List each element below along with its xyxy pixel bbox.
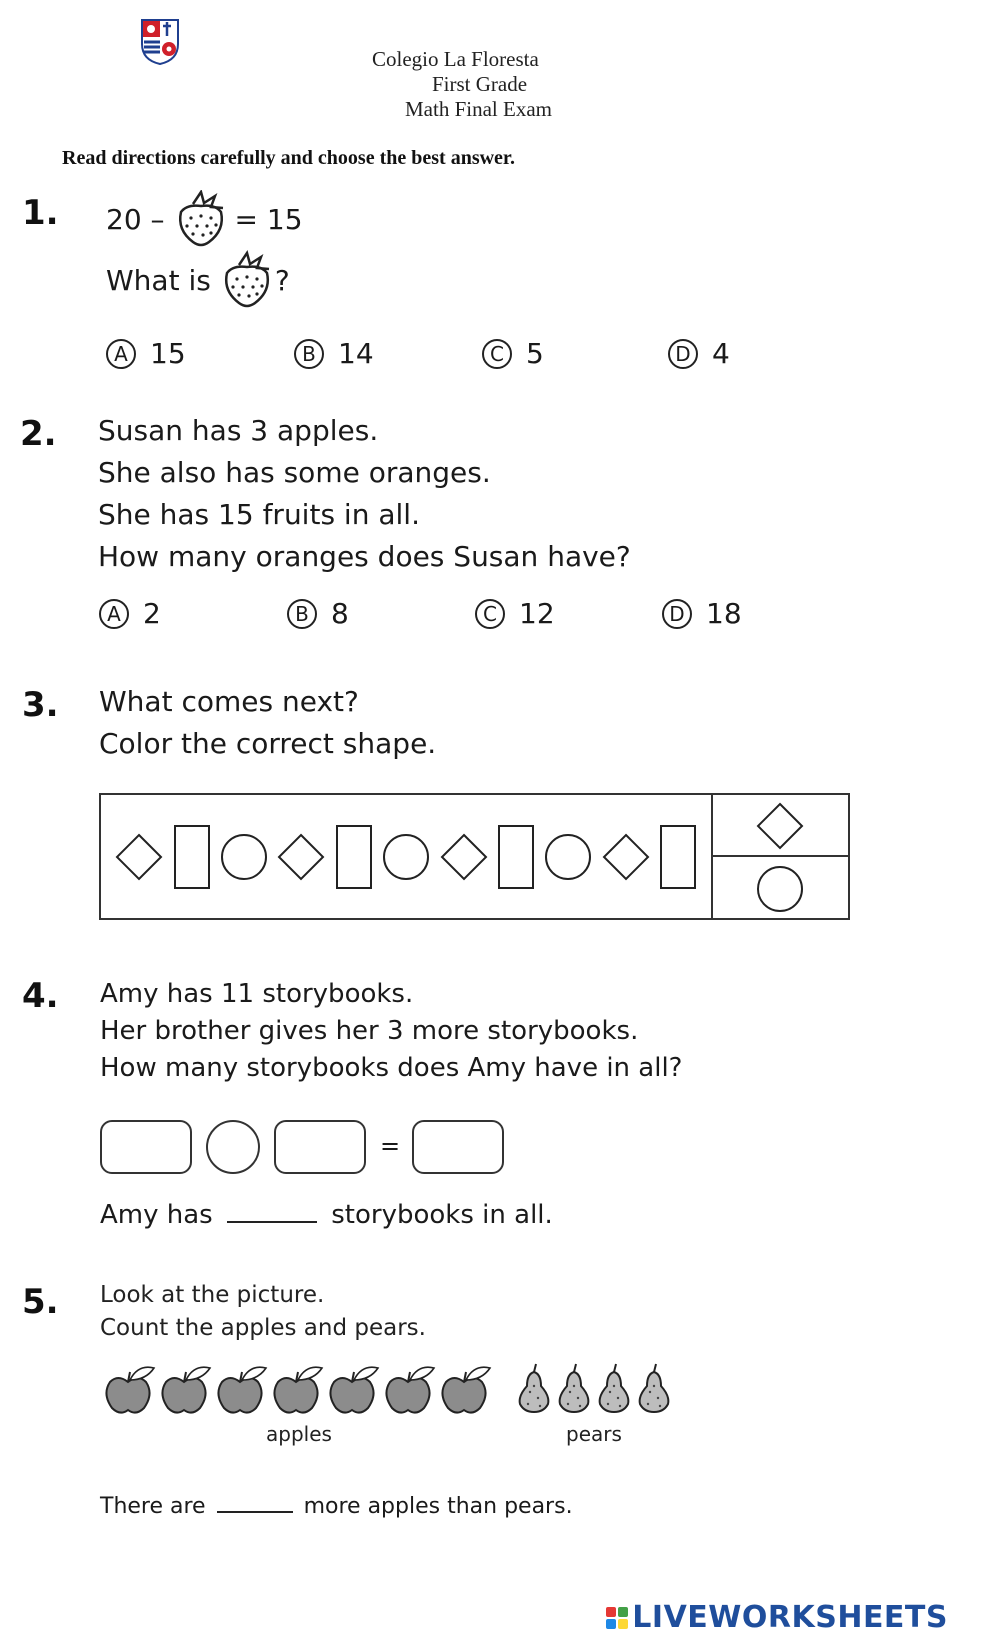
q1-choice-a[interactable] [106,337,186,370]
apple-icon [218,1367,266,1412]
liveworksheets-watermark [606,1600,948,1635]
choice-text: 18 [706,597,742,630]
q1-question-suffix: ? [274,264,290,297]
q5-line: Count the apples and pears. [100,1315,426,1341]
question-4-number: 4. [22,976,59,1016]
answer-bubble[interactable]: D [662,599,692,629]
directions-text: Read directions carefully and choose the best answer. [62,147,515,169]
q5-answer-line [100,1494,573,1519]
q4-answer-suffix: storybooks in all. [331,1200,553,1230]
apple-icon [162,1367,210,1412]
q4-line: Amy has 11 storybooks. [100,979,414,1009]
pear-icon [560,1364,589,1412]
q2-line: How many oranges does Susan have? [98,540,631,573]
apple-icon [274,1367,322,1412]
q2-line: She has 15 fruits in all. [98,498,420,531]
q4-text [100,976,682,1087]
q1-question [106,250,290,312]
q2-choice-d[interactable] [662,597,742,630]
apple-icon [330,1367,378,1412]
apple-icon [386,1367,434,1412]
choice-text: 8 [331,597,349,630]
q3-text [99,681,436,765]
q1-equation-right: = 15 [234,203,303,236]
q5-line: Look at the picture. [100,1282,325,1308]
pattern-circle [546,835,590,879]
choice-text: 14 [338,337,374,370]
pattern-rectangle [175,826,209,888]
q1-choice-d[interactable] [668,337,730,370]
answer-bubble[interactable]: A [99,599,129,629]
pear-icon [640,1364,669,1412]
q1-choice-c[interactable] [482,337,544,370]
pattern-rectangle [499,826,533,888]
q4-answer-blank[interactable] [227,1221,317,1223]
q5-text [100,1279,426,1345]
q2-choice-b[interactable] [287,597,349,630]
q4-answer-prefix: Amy has [100,1200,213,1230]
question-1-number: 1. [22,193,59,233]
q2-line: Susan has 3 apples. [98,414,379,447]
q4-equals-sign: = [380,1132,401,1160]
fruit-picture [100,1360,680,1420]
pear-icon [520,1364,549,1412]
choice-text: 5 [526,337,544,370]
question-3-number: 3. [22,685,59,725]
choice-text: 12 [519,597,555,630]
q2-line: She also has some oranges. [98,456,491,489]
q2-text [98,410,631,578]
pattern-rectangle [661,826,695,888]
answer-bubble[interactable]: C [475,599,505,629]
q5-answer-prefix: There are [100,1494,206,1519]
answer-bubble[interactable]: B [294,339,324,369]
q4-addend-1-box[interactable] [100,1120,192,1174]
q4-line: Her brother gives her 3 more storybooks. [100,1016,639,1046]
school-name: Colegio La Floresta [372,47,539,71]
choice-text: 4 [712,337,730,370]
fruit-picture-svg [100,1360,680,1420]
q3-line: Color the correct shape. [99,727,437,760]
q5-answer-blank[interactable] [217,1511,293,1513]
answer-bubble[interactable]: A [106,339,136,369]
q4-addend-2-box[interactable] [274,1120,366,1174]
option-circle[interactable] [758,867,802,911]
answer-bubble[interactable]: D [668,339,698,369]
answer-bubble[interactable]: B [287,599,317,629]
school-crest-logo [140,18,180,66]
apple-icon [106,1367,154,1412]
liveworksheets-brand: LIVEWORKSHEETS [632,1600,948,1635]
q4-operator-circle[interactable] [206,1120,260,1174]
q1-equation [106,190,303,250]
pear-icon [600,1364,629,1412]
q1-question-prefix: What is [106,264,211,297]
q5-answer-suffix: more apples than pears. [303,1494,573,1519]
question-2-number: 2. [20,414,57,454]
exam-title: Math Final Exam [405,97,552,121]
apples-label: apples [266,1422,332,1446]
choice-text: 15 [150,337,186,370]
pattern-circle [222,835,266,879]
apple-icon [442,1367,490,1412]
grade-label: First Grade [432,72,528,96]
shape-pattern-svg [99,793,851,920]
question-5-number: 5. [22,1282,59,1322]
strawberry-icon [217,250,275,312]
pears-label: pears [566,1422,622,1446]
strawberry-icon [171,190,229,250]
pattern-circle [384,835,428,879]
q4-answer-line [100,1200,553,1230]
q1-choice-b[interactable] [294,337,374,370]
q1-equation-left: 20 – [106,203,165,236]
q4-line: How many storybooks does Amy have in all? [100,1053,683,1083]
q2-choice-c[interactable] [475,597,555,630]
q3-line: What comes next? [99,685,359,718]
pattern-rectangle [337,826,371,888]
q2-choice-a[interactable] [99,597,161,630]
answer-bubble[interactable]: C [482,339,512,369]
liveworksheets-logo-icon [606,1607,628,1629]
shape-pattern-box [99,793,851,920]
choice-text: 2 [143,597,161,630]
q4-sum-box[interactable] [412,1120,504,1174]
